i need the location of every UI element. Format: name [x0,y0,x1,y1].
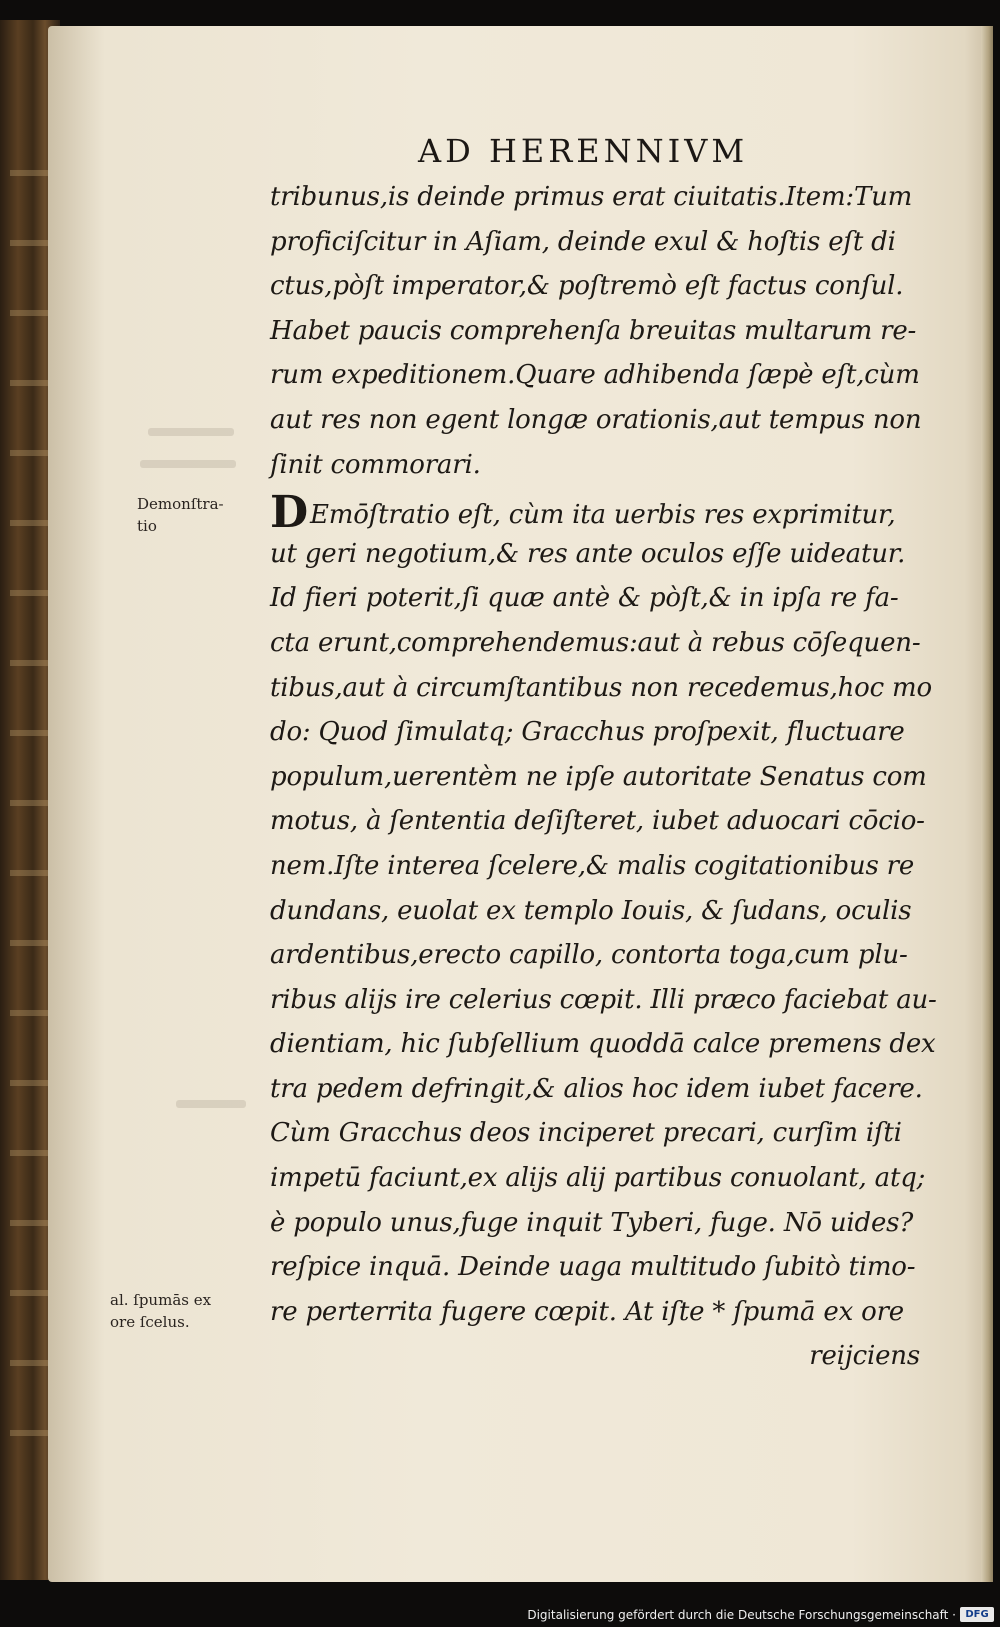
marginal-note-line: tio [137,517,157,535]
running-head: AD HERENNIVM [418,132,749,170]
show-through-mark [140,460,236,468]
marginal-note-line: ore ſcelus. [110,1313,190,1331]
text-line: Habet paucis comprehenſa breuitas multarum re- [270,315,917,346]
text-line: populum,uerentèm ne ipſe autoritate Senatus com [270,761,927,792]
spine-lettering [10,140,50,1440]
text-line: rum expeditionem.Quare adhibenda ſæpè eſt,cùm [270,360,920,391]
text-line: ardentibus,erecto capillo, contorta toga,cum plu- [270,940,908,971]
drop-capital: D [270,487,308,539]
text-line: tra pedem defringit,& alios hoc idem iubet facere. [270,1073,923,1104]
text-line: ribus alijs ire celerius cœpit. Illi præco faciebat au- [270,984,937,1015]
show-through-mark [148,428,234,436]
text-line: tribunus,is deinde primus erat ciuitatis.Item:Tum [270,182,913,212]
text-line: aut res non egent longæ orationis,aut tempus non [270,404,922,435]
text-line [270,487,920,539]
text-line: reſpice inquā. Deinde uaga multitudo ſubitò timo- [270,1252,916,1283]
text-line: dundans, euolat ex templo Iouis, & ſudans, oculis [270,895,912,926]
marginal-note-line: Demonſtra- [137,495,224,513]
text-line: Id fieri poterit,ſi quæ antè & pòſt,& in ipſa re fa- [270,583,899,614]
text-line: do: Quod ſimulatq; Gracchus proſpexit, fluctuare [270,717,905,748]
text-line: dientiam, hic ſubſellium quoddā calce premens dex [270,1029,936,1060]
catchword: reijciens [809,1341,920,1372]
text-line: re perterrita fugere cœpit. At iſte * ſpumā ex ore [270,1296,904,1327]
text-line: motus, à ſententia deſiſteret, iubet aduocari cōcio- [270,806,925,837]
text-line: ctus,pòſt imperator,& poſtremò eſt factus conſul. [270,271,904,302]
digitization-credit: Digitalisierung gefördert durch die Deutsche Forschungsgemeinschaft · [527,1608,956,1622]
marginal-note-line: al. ſpumās ex [110,1291,212,1309]
text-line: Cùm Gracchus deos inciperet precari, curſim iſti [270,1118,902,1149]
text-line: ut geri negotium,& res ante oculos eſſe uideatur. [270,538,906,569]
marginal-note-variant [110,1289,211,1333]
text-line: proficiſcitur in Aſiam, deinde exul & hoſtis eſt di [270,226,896,257]
show-through-mark [176,1100,246,1108]
text-line: cta erunt,comprehendemus:aut à rebus cōſequen- [270,627,921,658]
text-line: nem.Iſte interea ſcelere,& malis cogitationibus re [270,850,915,881]
text-line: ſinit commorari. [270,449,481,480]
text-line-rest: Emōſtratio eſt, cùm ita uerbis res exprimitur, [309,500,896,531]
text-line: è populo unus,fuge inquit Tyberi, fuge. Nō uides? [270,1207,914,1238]
main-text-block [270,175,937,1379]
marginal-note-demonstratio [137,493,224,537]
dfg-logo: DFG [960,1607,994,1622]
page-fore-edge [981,26,993,1582]
text-line: impetū faciunt,ex alijs alij partibus conuolant, atq; [270,1163,926,1194]
text-line: tibus,aut à circumſtantibus non recedemus,hoc mo [270,672,932,703]
